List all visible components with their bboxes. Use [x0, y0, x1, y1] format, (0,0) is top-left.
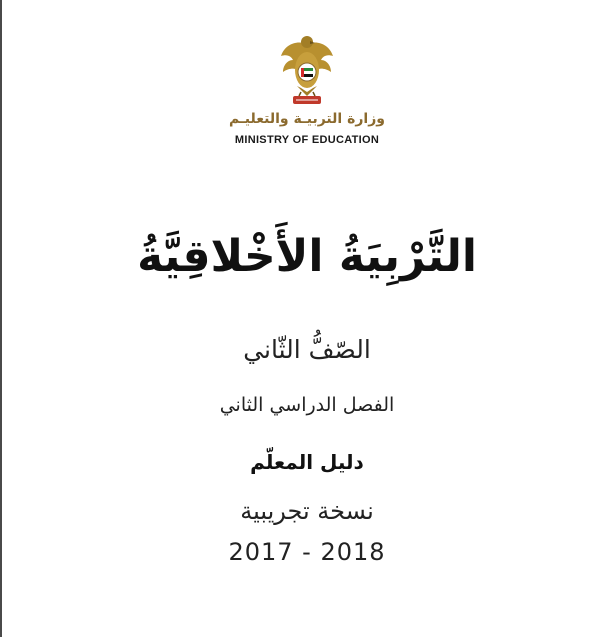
book-title: التَّرْبِيَةُ الأَخْلاقِيَّةُ	[137, 231, 477, 282]
cover-page	[2, 0, 599, 637]
uae-falcon-emblem-icon	[277, 30, 337, 110]
academic-year: 2017 - 2018	[228, 538, 386, 566]
teacher-guide-label: دليل المعلّم	[250, 450, 364, 474]
semester-label: الفصل الدراسي الثاني	[219, 394, 395, 416]
edition-label: نسخة تجريبية	[240, 497, 374, 525]
grade-label: الصّفُّ الثّاني	[243, 335, 371, 364]
ministry-name-english: MINISTRY OF EDUCATION	[234, 134, 380, 146]
ministry-name-arabic: وزارة التربيـة والتعليـم	[229, 111, 385, 127]
